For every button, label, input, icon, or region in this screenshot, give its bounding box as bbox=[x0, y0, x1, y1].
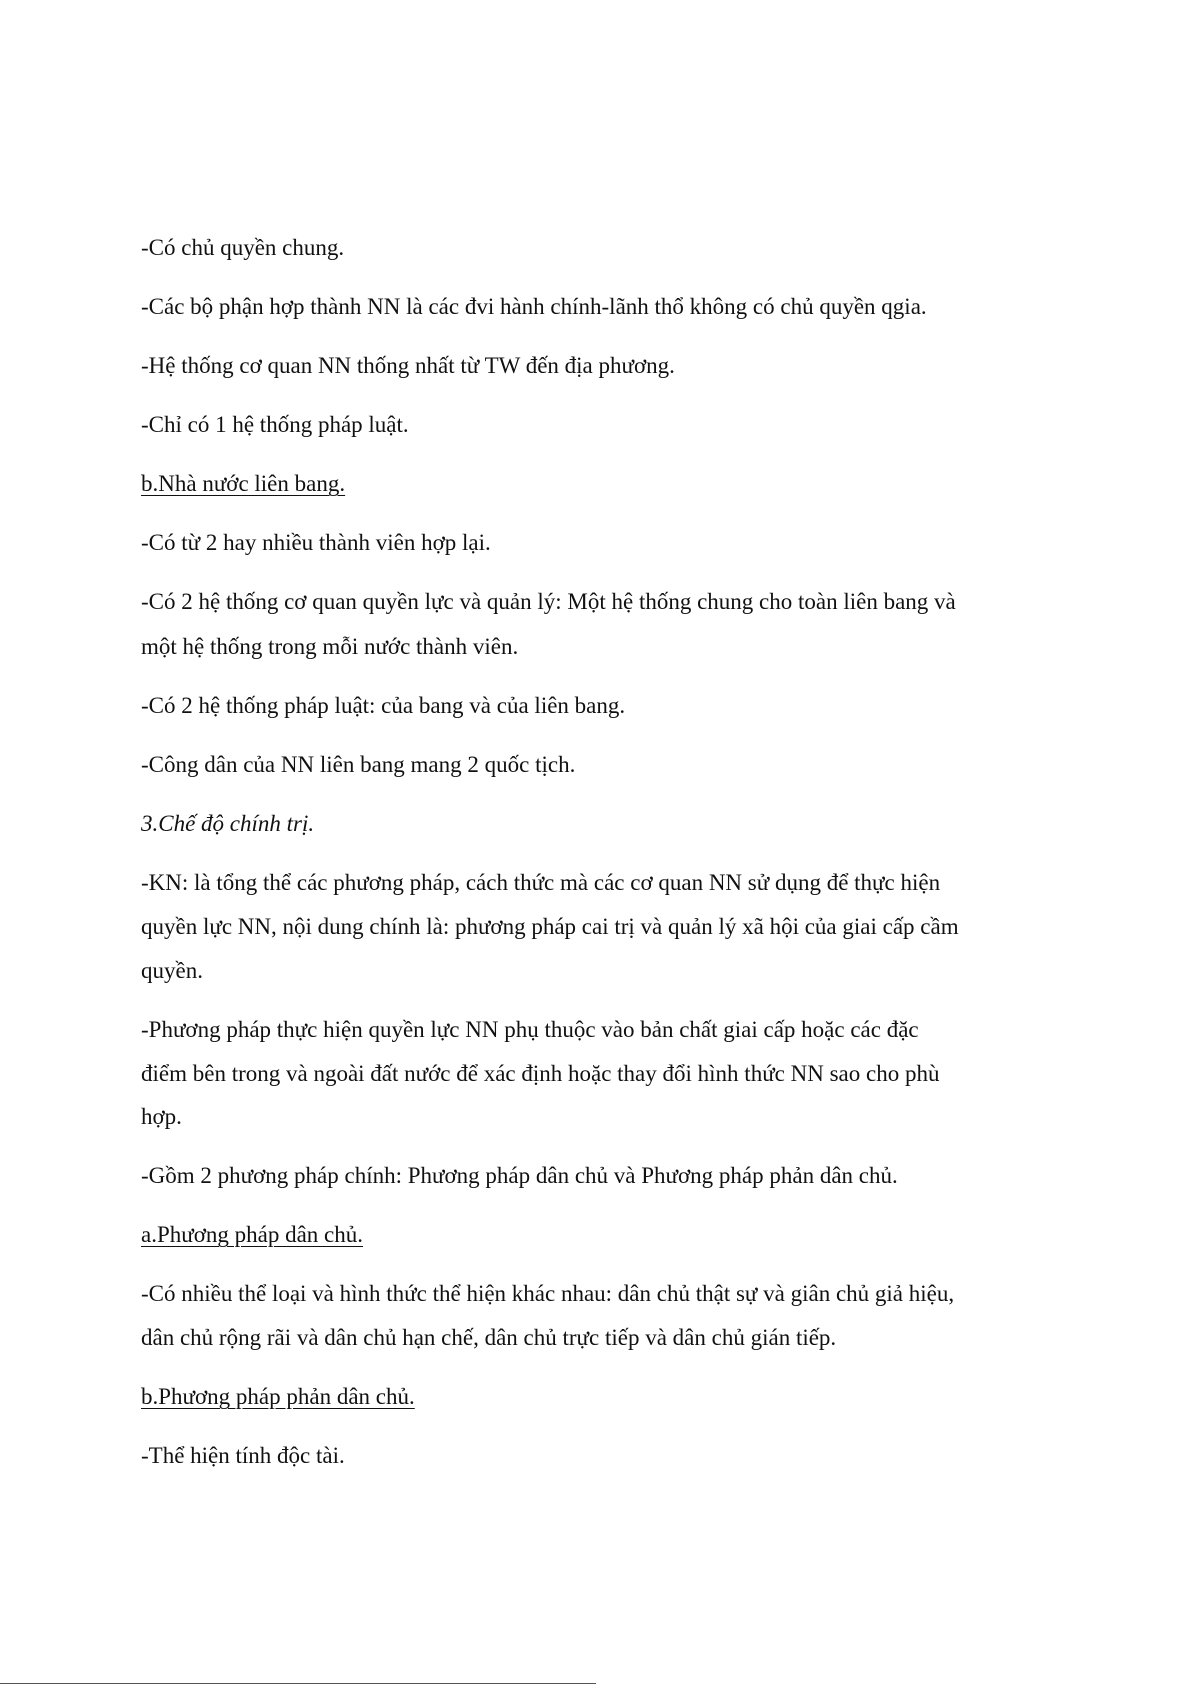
text-line-legal-system: -Chỉ có 1 hệ thống pháp luật. bbox=[141, 412, 409, 437]
text-line-method-depends-cont-2: hợp. bbox=[141, 1104, 182, 1129]
text-line-dual-citizenship: -Công dân của NN liên bang mang 2 quốc tịch. bbox=[141, 752, 576, 777]
text-line-authoritarian: -Thể hiện tính độc tài. bbox=[141, 1443, 345, 1468]
text-line-power-systems: -Có 2 hệ thống cơ quan quyền lực và quản lý: Một hệ thống chung cho toàn liên bang và bbox=[141, 589, 956, 614]
heading-anti-democratic-method: b.Phương pháp phản dân chủ. bbox=[141, 1384, 415, 1409]
text-line-administrative-units: -Các bộ phận hợp thành NN là các đvi hành chính-lãnh thổ không có chủ quyền qgia. bbox=[141, 294, 927, 319]
text-line-democracy-types-cont: dân chủ rộng rãi và dân chủ hạn chế, dân chủ trực tiếp và dân chủ gián tiếp. bbox=[141, 1325, 837, 1350]
footer-divider bbox=[0, 1683, 596, 1684]
text-line-definition: -KN: là tổng thể các phương pháp, cách thức mà các cơ quan NN sử dụng để thực hiện bbox=[141, 870, 941, 895]
text-line-power-systems-cont: một hệ thống trong mỗi nước thành viên. bbox=[141, 634, 519, 659]
text-line-democracy-types: -Có nhiều thể loại và hình thức thể hiện khác nhau: dân chủ thật sự và giân chủ giả hiệu, bbox=[141, 1281, 955, 1306]
heading-democratic-method: a.Phương pháp dân chủ. bbox=[141, 1222, 364, 1247]
text-line-sovereignty: -Có chủ quyền chung. bbox=[141, 235, 345, 260]
heading-political-regime: 3.Chế độ chính trị. bbox=[141, 811, 315, 836]
heading-federal-state: b.Nhà nước liên bang. bbox=[141, 471, 346, 496]
text-line-two-methods: -Gồm 2 phương pháp chính: Phương pháp dân chủ và Phương pháp phản dân chủ. bbox=[141, 1163, 898, 1188]
text-line-members: -Có từ 2 hay nhiều thành viên hợp lại. bbox=[141, 530, 491, 555]
text-line-definition-cont-2: quyền. bbox=[141, 958, 203, 983]
text-line-method-depends-cont-1: điểm bên trong và ngoài đất nước để xác định hoặc thay đổi hình thức NN sao cho phù bbox=[141, 1061, 940, 1086]
text-line-two-legal-systems: -Có 2 hệ thống pháp luật: của bang và của liên bang. bbox=[141, 693, 626, 718]
text-line-definition-cont-1: quyền lực NN, nội dung chính là: phương pháp cai trị và quản lý xã hội của giai cấp cầm bbox=[141, 914, 959, 939]
text-line-method-depends: -Phương pháp thực hiện quyền lực NN phụ thuộc vào bản chất giai cấp hoặc các đặc bbox=[141, 1017, 919, 1042]
text-line-state-agencies: -Hệ thống cơ quan NN thống nhất từ TW đến địa phương. bbox=[141, 353, 675, 378]
